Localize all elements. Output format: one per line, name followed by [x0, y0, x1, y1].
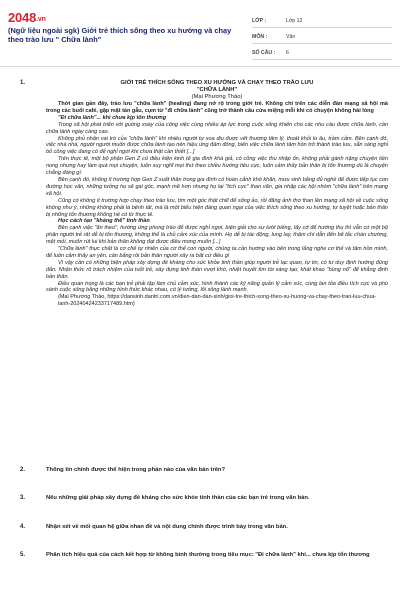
- meta-panel: [252, 14, 392, 62]
- passage-title: GIỚI TRẺ THÍCH SỐNG THEO XU HƯỚNG VÀ CHẠY THEO TRÀO LƯU: [120, 80, 314, 86]
- passage-lead: Thời gian gần đây, trào lưu "chữa lành" (healing) đang nở rộ trong giới trẻ. Không chỉ trên các diễn đàn mạng xã hội mà trong các buổi café, gặp mặt tán gẫu, cụm từ "đi chữa lành" cũng trở thành câu cửa miệng mỗi khi có chuyện không hài lòng: [46, 101, 388, 114]
- passage-paragraph: Bên cạnh việc "ăn theo", hướng ứng phong trào để được nghỉ ngơi, biện giải cho sự lười biếng, lấy cớ để hướng thụ thì vẫn có một bộ phận người trẻ rất dễ bị tổn thương, không thể là chủ cảm xúc của mình. Họ dễ bị tác động, lung lay, thậm chí dẫn đến bế tắc chán chường, mệt mỏi, muốn rút lui khi bản thân không đạt được điều mong muốn [...]: [46, 225, 388, 246]
- question-number: 4.: [20, 524, 26, 530]
- header: [0, 0, 400, 62]
- passage-paragraph: Không phủ nhận vai trò của "chữa lành" khi nhiều người tự xoa dịu được vết thương tâm lý, thoát khỏi lo âu, trầm cảm. Bên cạnh đó, việc nhà nhà, người người muốn được chữa lành tạo nên hiệu ứng đám đông, biến việc chữa lành tâm hồn trở thành trào lưu, sẵn sàng nghỉ bỏ công việc đang có để nghỉ ngơi khi chưa thật cần thiết [...]: [46, 135, 388, 156]
- logo-tail: .vn: [36, 16, 46, 23]
- passage-paragraph: Bên cạnh đó, không ít trường hợp Gen Z xuất thân trong gia đình có hoàn cảnh khó khăn, mưu sinh bằng đủ nghề để được tiếp tục con đường học vấn, những tưởng họ sẽ gai góc, mạnh mẽ hơn nhưng họ lại "tích cực" than vãn, gia nhập các hội nhóm "chữa lành" trên mạng xã hội.: [46, 176, 388, 197]
- passage-paragraph: Vì vậy cần có những biện pháp xây dựng đề kháng cho sức khỏe tinh thần giúp người trẻ lạc quan, tự tin, có tư duy định hướng đúng đắn. Nhận thức rõ trách nhiệm của tuổi trẻ, xây dựng tinh thần vượt khó, nhiệt huyết tìm tòi sáng tạo, khát khao "bùng nổ" để khẳng định bản thân.: [46, 259, 388, 280]
- meta-row-subject: [252, 30, 392, 44]
- question-number: 5.: [20, 552, 26, 558]
- document-title: (Ngữ liệu ngoài sgk) Giới trẻ thích sống theo xu hướng và chạy theo trào lưu " Chữa lành": [8, 26, 232, 44]
- meta-value: 6: [286, 49, 289, 56]
- question-text: Thông tin chính được thể hiện trong phần nào của văn bản trên?: [46, 467, 226, 473]
- question-text: Nêu những giải pháp xây dựng đề kháng cho sức khỏe tinh thần của các bạn trẻ trong văn bản.: [46, 495, 310, 501]
- passage-title-line-2: "CHỮA LÀNH": [196, 87, 238, 93]
- passage-paragraph: Trên thực tế, một bộ phận Gen Z có điều kiện kinh tế gia đình khá giả, có công việc thu nhập ổn, không phải gánh nặng chuyện tiền nong nhưng hay làm quá mọi chuyện, luôn suy nghĩ mọi thứ theo chiều hướng tiêu cực, luôn cảm thấy bản thân bị tổn thương dù là chuyện chẳng đáng gì.: [46, 156, 388, 177]
- passage-source: (Mai Phương Thảo, https://dansinh.dantri.com.vn/dien-dan-dan-sinh/gioi-tre-thich-song-theo-xu-huong-va-chay-theo-trao-luu-chua-lanh-20240424233717489.htm): [58, 294, 377, 308]
- passage-subheading: "Đi chữa lành"... khi chưa kịp tổn thương: [58, 114, 167, 121]
- question-number: 3.: [20, 495, 26, 501]
- question-number: 2.: [20, 467, 26, 473]
- header-divider: [0, 66, 400, 67]
- passage-paragraph: Trong xã hội phát triển với guồng xoáy của công việc cùng nhiều áp lực trong cuộc sống khiến cho các nhu cầu được chữa lành, cần chữa lành ngày càng cao.: [46, 121, 388, 135]
- meta-value: Văn: [286, 33, 296, 40]
- question-text: Phân tích hiệu quả của cách kết hợp từ không bình thường trong tiêu mục: "Đi chữa lành" khi... chưa kịp tổn thương: [46, 552, 370, 558]
- meta-key: MÔN :: [252, 33, 268, 40]
- meta-key: LỚP :: [252, 17, 267, 24]
- question-text: Nhận xét về mối quan hệ giữa nhan đề và nội dung chính được trình bày trong văn bản.: [46, 524, 288, 530]
- reading-passage: [46, 80, 388, 308]
- meta-value: Lớp 12: [286, 17, 303, 24]
- logo-main: 2048: [8, 10, 37, 25]
- question-1: [20, 80, 390, 475]
- meta-key: SỐ CÂU :: [252, 49, 276, 56]
- question-number: 1.: [20, 80, 26, 86]
- site-logo[interactable]: [8, 10, 46, 25]
- passage-paragraph: "Chữa lành" thực chất là cơ chế tự nhiên của cơ thể con người, chúng ta cần hướng vào bên trong lắng nghe cơ thể và tâm hồn mình, để luôn cảm thấy an yên, cân bằng rồi bản thân người xây ra bất cứ điều gì: [46, 246, 388, 259]
- meta-row-question-count: [252, 46, 392, 60]
- meta-row-grade: [252, 14, 392, 28]
- passage-paragraph: Cũng có không ít trường hợp chạy theo trào lưu, tìm một góc thật chill để sống ảo, rồi đăng ảnh thơ than lên mạng xã hội về cuộc sống không như ý, những không phải là bệnh tật, mà là một biểu hiện đáng quan ngại của việc thích sống theo xu hướng, tự tuyệt hoặc bản thân bị những tổn thương không hề có từ thực tế.: [46, 197, 388, 218]
- passage-subheading: Học cách tạo "kháng thể" tinh thần: [58, 218, 150, 225]
- passage-paragraph: Điều quan trọng là các bạn trẻ phải tập làm chủ cảm xúc, hình thành các kỹ năng quản lý cảm xúc, cùng lan tỏa điều tích cực và phù sánh cuộc sống bằng những hình thức khác nhau, có lý tưởng, lối sống lành mạnh.: [46, 280, 388, 294]
- passage-author: (Mai Phương Thảo): [191, 94, 243, 100]
